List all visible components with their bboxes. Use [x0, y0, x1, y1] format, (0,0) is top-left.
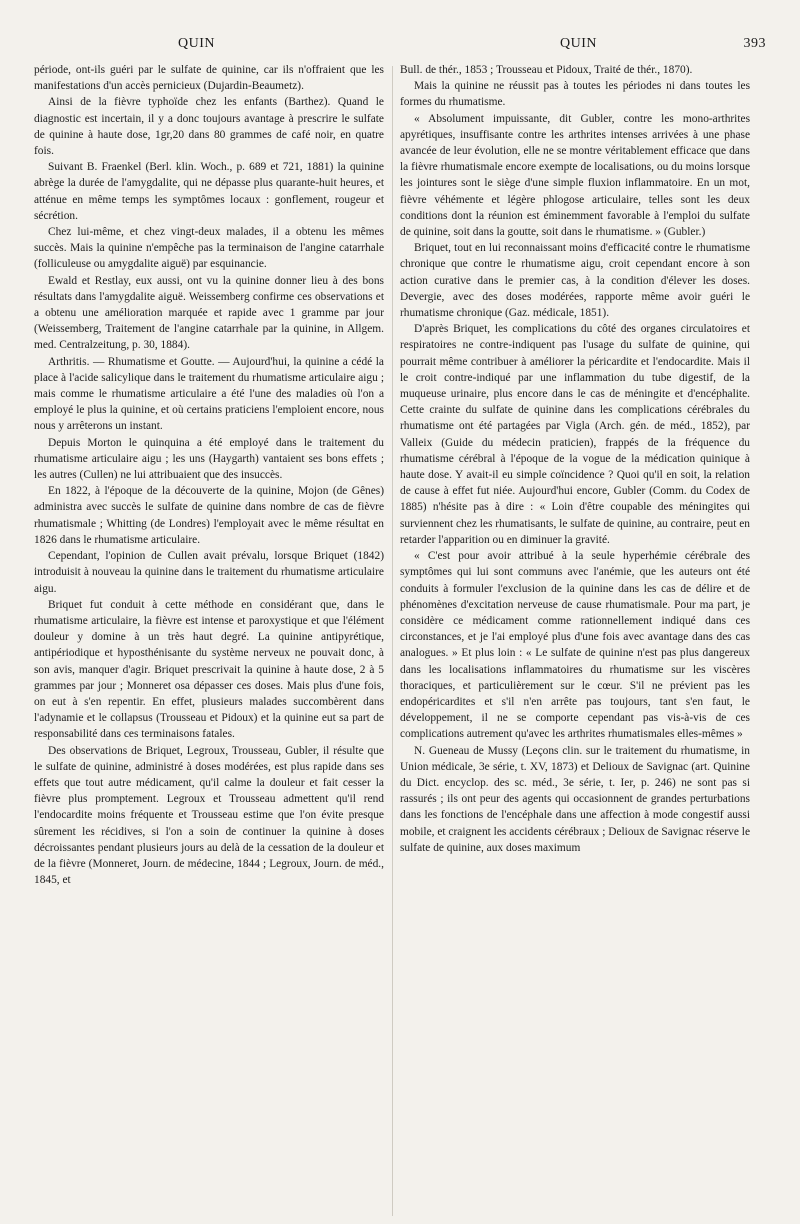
quote-paragraph: « C'est pour avoir attribué à la seule hyperhémie cérébrale des symptômes qui lui sont communs avec l'anémie, que les auteurs ont été conduits à formuler l'exclusion de la quinine dans les cas de délire et de phénomènes d'excitation nerveuse de cause rhumatismale. Pour ma part, je considère ce médicament comme rationnellement indiqué dans ces circonstances, et je l'ai employé plus d'une fois avec avantage dans des cas analogues. » Et plus loin : « Le sulfate de quinine n'est pas plus dangereux dans les localisations inflammatoires du rhumatisme sur les viscères thoraciques, et particulièrement sur le cœur. S'il ne prévient pas les endopéricardites et s'il n'en arrête pas toujours, tant s'en faut, le développement, il ne se comporte cependant pas vis-à-vis de ces complications autrement qu'avec les arthrites rhumatismales elles-mêmes » — [400, 550, 750, 741]
paragraph: période, ont-ils guéri par le sulfate de quinine, car ils n'offraient que les manifestations d'un accès pernicieux (Dujardin-Beaumetz). — [34, 64, 384, 93]
running-header-left: QUIN — [178, 36, 215, 51]
paragraph: En 1822, à l'époque de la découverte de la quinine, Mojon (de Gênes) administra avec succès le sulfate de quinine dans nombre de cas de fièvre rhumatismale ; Whitting (de Londres) l'employait avec le même résultat en 1826 dans le rhumatisme articulaire. — [34, 485, 384, 546]
paragraph: Ewald et Restlay, eux aussi, ont vu la quinine donner lieu à des bons résultats dans l'amygdalite aiguë. Weissemberg confirme ces observations et a obtenu une amélioration marquée et rapide avec 1 gramme par jour (Weissemberg, Traitement de l'angine catarrhale par la quinine, in Allgem. med. Centralzeitung, p. 30, 1884). — [34, 274, 384, 352]
paragraph: Ainsi de la fièvre typhoïde chez les enfants (Barthez). Quand le diagnostic est incertain, il y a donc toujours avantage à prescrire le sulfate de quinine à haute dose, 1gr,20 dans 80 grammes de café noir, en quatre fois. — [34, 96, 384, 158]
running-header-right: QUIN — [560, 36, 597, 51]
paragraph: D'après Briquet, les complications du côté des organes circulatoires et respiratoires ne contre-indiquent pas l'usage du sulfate de quinine, qui pourrait même contribuer à améliorer la péricardite et l'endocardite. Mais il le croit contre-indiqué par une inflammation du tube digestif, de la muqueuse urinaire, plus encore dans le cas de méningite et d'encéphalite. Cette crainte du sulfate de quinine dans les complications cérébrales du rhumatisme ont été partagées par Vigla (Arch. gén. de méd., 1852), par Valleix (Guide du médecin praticien), frappés de la fréquence du rhumatisme cérébral à l'époque de la vogue de la médication quinique à haute dose. Y avait-il eu simple coïncidence ? Quoi qu'il en soit, la relation de cause à effet fut niée. Aujourd'hui encore, Gubler (Comm. du Codex de 1885) n'hésite pas à dire : « Loin d'être coupable des méningites qui surviennent chez les rhumatisants, le sulfate de quinine, au contraire, peut en retarder l'apparition ou en diminuer la gravité. — [400, 323, 750, 546]
paragraph: Depuis Morton le quinquina a été employé dans le traitement du rhumatisme articulaire aigu ; les uns (Haygarth) vantaient ses bons effets ; les autres (Cullen) ne lui attribuaient que des insuccès. — [34, 436, 384, 482]
paragraph: N. Gueneau de Mussy (Leçons clin. sur le traitement du rhumatisme, in Union médicale, 3e série, t. XV, 1873) et Delioux de Savignac (art. Quinine du Dict. encyclop. des sc. méd., 3e série, t. Ier, p. 246) ne sont pas si rassurés ; ils ont peur des agents qui occasionnent de grandes perturbations dans les fonctions de l'encéphale dans une affection à mode congestif aussi mobile, et craignent les accidents cérébraux ; Delioux de Savignac réserve le sulfate de quinine, aux doses maximum — [400, 744, 750, 854]
paragraph: Chez lui-même, et chez vingt-deux malades, il a obtenu les mêmes succès. Mais la quinine n'empêche pas la terminaison de l'angine catarrhale (folliculeuse ou amygdalite aiguë) par esquinancie. — [34, 226, 384, 271]
quote-paragraph: « Absolument impuissante, dit Gubler, contre les mono-arthrites apyrétiques, insuffisante contre les arthrites intenses arrivées à une phase avancée de leur évolution, elle ne se montre véritablement efficace que dans la fièvre rhumatismale encore exempte de localisations, ou du moins lorsque les jointures sont le siège d'une simple fluxion inflammatoire. En un mot, fièvre véhémente et légère phlogose articulaire, telles sont les deux conditions dont la réunion est éminemment favorable à l'emploi du sulfate de quinine, soit dans la goutte, soit dans le rhumatisme. » (Gubler.) — [400, 112, 750, 239]
left-column — [34, 62, 384, 888]
paragraph: Briquet, tout en lui reconnaissant moins d'efficacité contre le rhumatisme chronique que contre le rhumatisme aigu, croit cependant encore à son action curative dans le premier cas, à la condition d'élever les doses. Devergie, avec des doses modérées, rapporte même avoir guéri le rhumatisme chronique (Gaz. médicale, 1851). — [400, 242, 750, 320]
paragraph: Suivant B. Fraenkel (Berl. klin. Woch., p. 689 et 721, 1881) la quinine abrège la durée de l'amygdalite, qui ne dépasse plus quarante-huit heures, et atténue en même temps les symptômes locaux : gonflement, rougeur et sécrétion. — [34, 161, 384, 222]
paragraph: Briquet fut conduit à cette méthode en considérant que, dans le rhumatisme articulaire, la fièvre est intense et paroxystique et que l'élément douleur y domine à un très haut degré. La quinine antipyrétique, antipériodique et hyposthénisante du système nerveux ne pouvait donc, à son avis, manquer d'agir. Briquet prescrivait la quinine à haute dose, 2 à 5 grammes par jour ; Monneret osa dépasser ces doses. Mais plus d'une fois, on eut à s'en repentir. En effet, plusieurs malades succombèrent dans l'adynamie et le collapsus (Trousseau et Pidoux) et la quinine eut sa part de responsabilité dans ces terminaisons fatales. — [34, 598, 384, 741]
paragraph: Des observations de Briquet, Legroux, Trousseau, Gubler, il résulte que le sulfate de quinine, administré à doses modérées, est plus rapide dans ses effets que tout autre médicament, qu'il calme la douleur et fait cesser la fièvre plus promptement. Legroux et Trousseau admettent qu'il rend l'endocardite moins fréquente et Trousseau estime que l'on évite presque sûrement les récidives, si l'on a soin de continuer la quinine à doses décroissantes pendant plusieurs jours au delà de la cessation de la douleur et de la fièvre (Monneret, Journ. de médecine, 1844 ; Legroux, Journ. de méd., 1845, et — [34, 744, 384, 887]
paragraph: Mais la quinine ne réussit pas à toutes les périodes ni dans toutes les formes du rhumatisme. — [400, 80, 750, 109]
paragraph: Cependant, l'opinion de Cullen avait prévalu, lorsque Briquet (1842) introduisit à nouveau la quinine dans le traitement du rhumatisme articulaire aigu. — [34, 550, 384, 595]
right-column — [400, 62, 750, 856]
page-number: 393 — [743, 36, 766, 51]
column-divider — [392, 66, 393, 1216]
section-paragraph-arthritis: Arthritis. — Rhumatisme et Goutte. — Aujourd'hui, la quinine a cédé la place à l'acide salicylique dans le traitement du rhumatisme articulaire aigu ; mais comme le rhumatisme articulaire a été l'une des maladies où l'on a employé le plus la quinine, et où certains praticiens l'emploient encore, nous nous y arrêterons un instant. — [34, 355, 384, 433]
paragraph: Bull. de thér., 1853 ; Trousseau et Pidoux, Traité de thér., 1870). — [400, 64, 693, 76]
